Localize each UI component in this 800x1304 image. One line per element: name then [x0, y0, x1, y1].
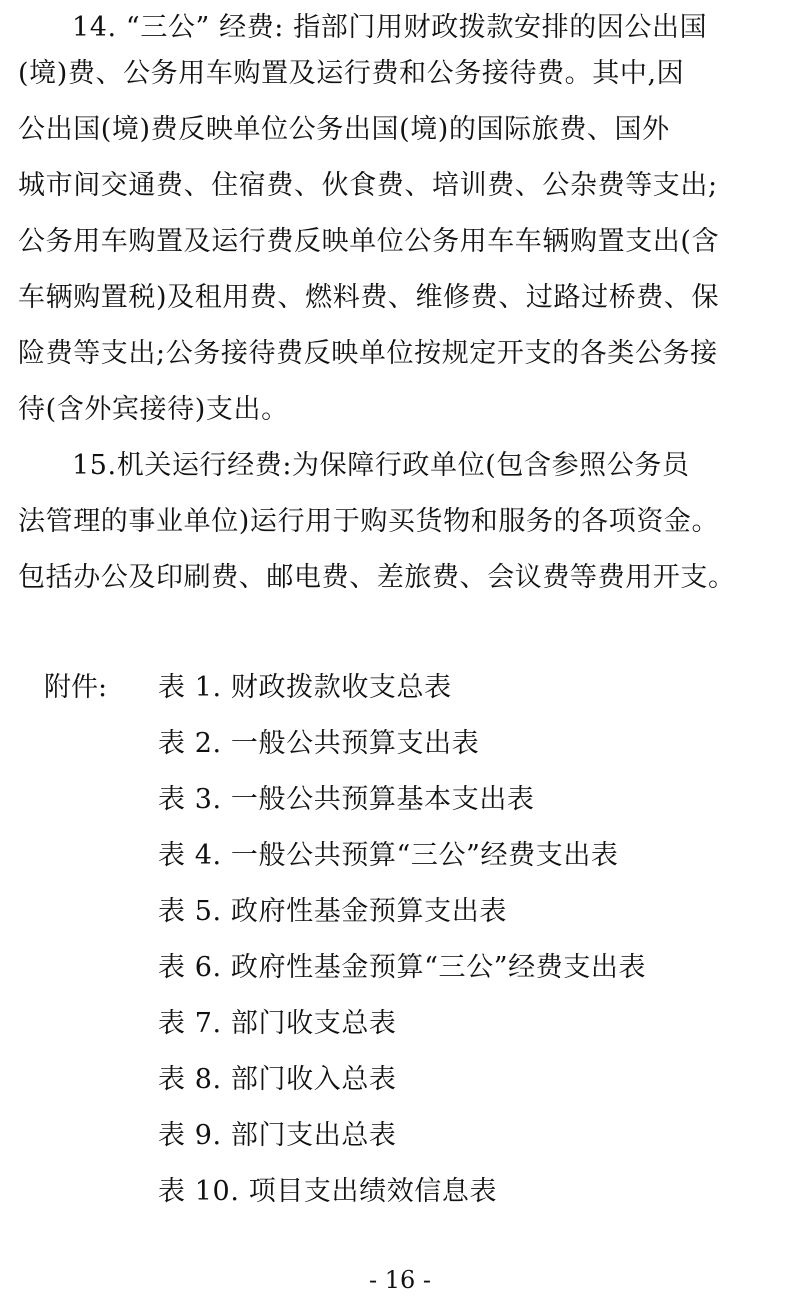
paragraph-14-line-4: 城市间交通费、住宿费、伙食费、培训费、公杂费等支出;: [18, 170, 718, 201]
attachment-item: 表 5. 政府性基金预算支出表: [158, 896, 507, 927]
page-number: - 16 -: [368, 1266, 431, 1294]
attachment-item: 表 4. 一般公共预算“三公”经费支出表: [158, 840, 619, 871]
paragraph-14-line-8: 待(含外宾接待)支出。: [18, 394, 289, 425]
attachment-item: 表 3. 一般公共预算基本支出表: [158, 784, 535, 815]
attachment-item: 表 1. 财政拨款收支总表: [158, 672, 452, 703]
paragraph-14-line-3: 公出国(境)费反映单位公务出国(境)的国际旅费、国外: [18, 114, 670, 145]
paragraph-14-line-2: (境)费、公务用车购置及运行费和公务接待费。其中,因: [18, 58, 685, 89]
paragraph-15-line-3: 包括办公及印刷费、邮电费、差旅费、会议费等费用开支。: [18, 562, 736, 593]
paragraph-14-line-7: 险费等支出;公务接待费反映单位按规定开支的各类公务接: [18, 338, 718, 369]
attachment-item: 表 8. 部门收入总表: [158, 1064, 397, 1095]
paragraph-15-line-2: 法管理的事业单位)运行用于购买货物和服务的各项资金。: [18, 506, 720, 537]
attachment-item: 表 9. 部门支出总表: [158, 1120, 397, 1151]
paragraph-14-line-1: 14. “三公” 经费: 指部门用财政拨款安排的因公出国: [72, 12, 708, 43]
paragraph-14-line-5: 公务用车购置及运行费反映单位公务用车车辆购置支出(含: [18, 226, 720, 257]
paragraph-14-line-6: 车辆购置税)及租用费、燃料费、维修费、过路过桥费、保: [18, 282, 720, 313]
attachment-item: 表 10. 项目支出绩效信息表: [158, 1176, 498, 1207]
attachment-item: 表 2. 一般公共预算支出表: [158, 728, 480, 759]
attachments-label: 附件:: [44, 672, 108, 703]
attachment-item: 表 6. 政府性基金预算“三公”经费支出表: [158, 952, 647, 983]
attachment-item: 表 7. 部门收支总表: [158, 1008, 397, 1039]
paragraph-15-line-1: 15.机关运行经费:为保障行政单位(包含参照公务员: [72, 450, 690, 481]
